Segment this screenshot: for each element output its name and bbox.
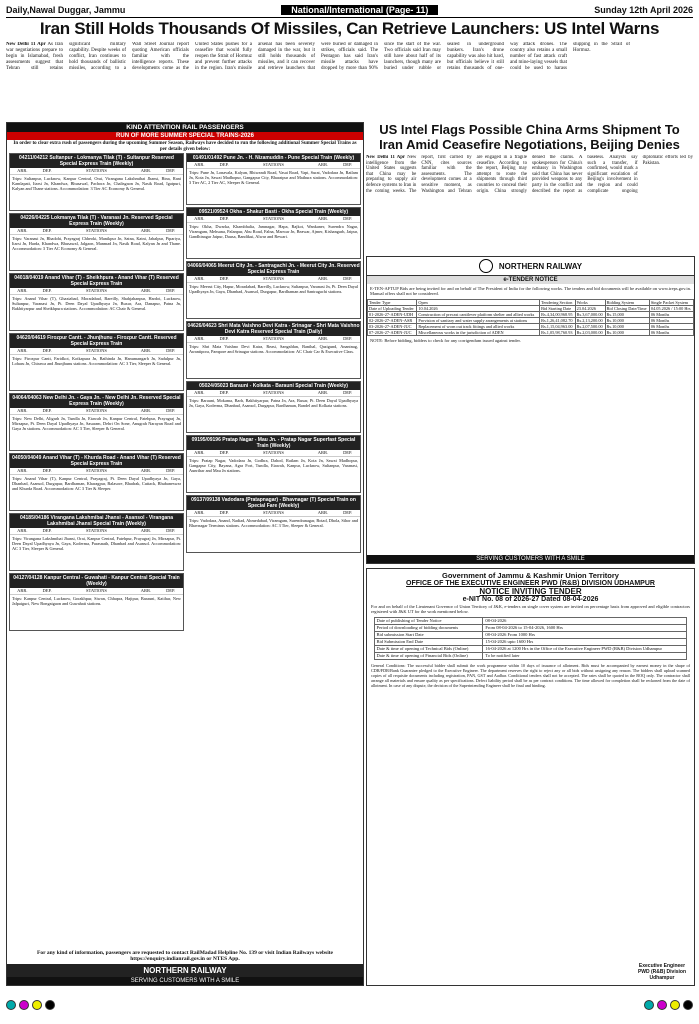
timing-col-header: STATIONS: [59, 408, 133, 415]
timing-col-header: ARR.: [10, 528, 35, 535]
tender-cell: Rs.2,03,000.00: [575, 329, 605, 335]
tender-cell: Rs.10,000: [605, 329, 649, 335]
rail-intro: In order to clear extra rush of passengers during the upcoming Summer Season, Railways have decided to run the following additional Summer Special Trains as per details given below:: [13, 141, 357, 152]
timing-col-header: ARR.: [187, 450, 212, 457]
timing-col-header: ARR.: [10, 168, 35, 175]
timing-col-header: DEP.: [335, 510, 360, 517]
tender-cell: Rs.1,05,98,760.93: [540, 329, 575, 335]
section-label: National/International (Page- 11): [281, 5, 438, 15]
issue-date: Sunday 12th April 2026: [594, 5, 693, 15]
tender-cell: 02-2026-27-ADEN-ASR: [368, 317, 417, 323]
jk-govt-title: Government of Jammu & Kashmir Union Territory: [442, 571, 619, 580]
schedule-row: [374, 639, 687, 646]
train-box: [9, 153, 184, 211]
jk-sign-name: Executive Engineer: [638, 963, 686, 969]
timing-col-header: ARR.: [134, 528, 159, 535]
train-title: 04064/04063 New Delhi Jn. - Gaya Jn. - New Delhi Jn. Reserved Special Express Train (Weekly): [10, 394, 183, 408]
jk-nit-title: NOTICE INVITING TENDER: [479, 587, 582, 596]
masthead: [6, 3, 693, 18]
jk-sign-office: PWD (R&B) Division: [637, 969, 686, 975]
timing-col-header: ARR.: [187, 276, 212, 283]
timing-col-header: DEP.: [158, 168, 183, 175]
nr-brand: [367, 257, 694, 276]
train-timing-header: [187, 216, 360, 223]
timing-col-header: ARR.: [187, 390, 212, 397]
train-stoppages: Trips: Okha, Dwarka, Khambhalia, Jamnagar, Hapa, Rajkot, Wankaner, Surendra Nagar, Viramgam, Mehsana, Palanpur, Abu Road, Falna, Marwar Jn, Beawar, Ajmer, Kishangarh, Jaipur, Gandhinagar Jaipur, Dausa, Bandikui, Alwar and Rewari.: [189, 224, 358, 239]
train-stoppages: Trips: Virangana Lakshmibai Jhansi, Orai, Kanpur Central, Fatehpur, Prayagraj Jn, Mirzapur, Pt. Deen Dayal Upadhyaya Jn, Gaya, Koderma, Parasnath, Dhanbad and Asansol. Accommodation: AC 3 Tier, Sleeper & General.: [12, 536, 181, 551]
lead-story: [6, 42, 693, 118]
tender-cell: Rs.4,34,00,968.95: [540, 311, 575, 317]
tender-cell: 01-2026-27-ADEN-UDH: [368, 311, 417, 317]
timing-col-header: STATIONS: [236, 336, 310, 343]
tender-cell: Tendering Section: [540, 299, 575, 305]
timing-col-header: STATIONS: [59, 228, 133, 235]
timing-col-header: STATIONS: [59, 588, 133, 595]
train-title: 04018/04019 Anand Vihar (T) - Sheikhpura - Anand Vihar (T) Reserved Special Express Train: [10, 274, 183, 288]
timing-col-header: STATIONS: [59, 288, 133, 295]
timing-col-header: ARR.: [10, 228, 35, 235]
timing-col-header: ARR.: [134, 408, 159, 415]
schedule-cell: Date of publishing of Tender Notice: [374, 618, 483, 625]
train-title: 04127/04128 Kanpur Central - Guwahati - Kanpur Central Special Train (Weekly): [10, 574, 183, 588]
tender-cell: Open: [417, 299, 540, 305]
train-stoppages: Trips: New Delhi, Aligarh Jn, Tundla Jn, Etawah Jn, Kanpur Central, Fatehpur, Prayagraj Jn, Mirzapur, Pt. Deen Dayal Upadhyaya Jn, Sasaram, Dehri On Sone, Anugrah Narayan Road and Gaya Jn stations. Accommodation: AC 3 Tier, Sleeper & General.: [12, 416, 181, 431]
magenta-mark-icon: [19, 1000, 29, 1010]
paper-name: Daily,Nawal Duggar, Jammu: [6, 5, 126, 15]
train-stoppages: Trips: Pratap Nagar, Vadodara Jn, Godhra, Dahod, Ratlam Jn, Kota Jn, Sawai Madhopur, Gangapur City, Bayana, Agra Fort, Tundla, Etawah, Kanpur, Lucknow, Sultanpur, Varanasi, Aunrihar and Mau Jn stations.: [189, 458, 358, 473]
timing-col-header: DEP.: [212, 450, 237, 457]
timing-col-header: DEP.: [212, 162, 237, 169]
nr-intro: E-TEN-AFTUP Bids are being invited for and on behalf of The President of India for the following works. The tenders and bid documents will be available on www.ireps.gov.in. Manual offers shall not be considered.: [370, 286, 691, 297]
train-stoppages: Trips: Anand Vihar (T), Ghaziabad, Moradabad, Bareilly, Shahjahanpur, Hardoi, Lucknow, Sultanpur, Varanasi Jn, Pt. Deen Dayal Upadhyaya Jn, Buxar, Ara, Danapur, Patna Jn, Bakhtiyarpur and Sheikhpura stations. Accommodation: AC Chair & General.: [12, 296, 181, 311]
schedule-cell: 16-04-2026 at 1200 Hrs in the Office of the Executive Engineer PWD (R&B) Division Udhampur: [483, 646, 687, 653]
timing-col-header: STATIONS: [59, 168, 133, 175]
timing-col-header: DEP.: [212, 390, 237, 397]
train-timing-header: [10, 408, 183, 415]
timing-col-header: ARR.: [311, 216, 336, 223]
tender-cell: Construction of precast cantilever platform shelter and allied works: [417, 311, 540, 317]
rail-footer-brand: NORTHERN RAILWAY: [7, 964, 363, 977]
timing-col-header: STATIONS: [236, 450, 310, 457]
main-headline: Iran Still Holds Thousands Of Missiles, Can Retrieve Launchers: US Intel Warns: [39, 19, 660, 38]
train-title: 09137/09138 Vadodara (Pratapnagar) - Bhavnagar (T) Special Train on Special Fare (Weekly): [187, 496, 360, 510]
train-box: [9, 393, 184, 451]
train-title: 04626/04623 Shri Mata Vaishno Devi Katra - Srinagar - Shri Mata Vaishno Devi Katra Reserved Special Train (Daily): [187, 323, 360, 335]
nr-subtitle: e-TENDER NOTICE: [367, 276, 694, 284]
timing-col-header: DEP.: [335, 216, 360, 223]
timing-col-header: ARR.: [10, 408, 35, 415]
train-timing-header: [10, 468, 183, 475]
timing-col-header: ARR.: [187, 510, 212, 517]
timing-col-header: ARR.: [187, 216, 212, 223]
schedule-cell: To be notified later: [483, 653, 687, 660]
train-title: 04211/04212 Sultanpur - Lokmanya Tilak (T) - Sultanpur Reserved Special Express Train (Weekly): [10, 154, 183, 168]
tender-cell: Date of Uploading Tender: [368, 305, 417, 311]
train-stoppages: Trips: Meerut City, Hapur, Moradabad, Bareilly, Lucknow, Sultanpur, Varanasi Jn, Pt. Deen Dayal Upadhyaya Jn, Gaya, Dhanbad, Asansol, Durgapur, Bardhaman and Santragachi stations.: [189, 284, 358, 294]
timing-col-header: STATIONS: [59, 348, 133, 355]
train-stoppages: Trips: Sultanpur, Lucknow, Kanpur Central, Orai, Virangana Lakshmibai Jhansi, Bina, Rani Kamlapati, Itarsi Jn, Khandwa, Bhusawal, Pachora Jn, Chalisgaon Jn, Nasik Road, Igatpuri, Kalyan and Thane stations. Accommodation: 3 Tier AC Economy & General.: [12, 176, 181, 191]
train-box: [186, 207, 361, 259]
timing-col-header: ARR.: [187, 162, 212, 169]
timing-col-header: STATIONS: [59, 468, 133, 475]
train-title: 04226/04225 Lokmanya Tilak (T) - Varanasi Jn. Reserved Special Express Train (Weekly): [10, 214, 183, 228]
tender-cell: Miscellaneous works in the jurisdiction of ADEN: [417, 329, 540, 335]
timing-col-header: STATIONS: [236, 276, 310, 283]
tender-cell: Bid Closing Date/Time: [605, 305, 649, 311]
tender-cell: Bid Starting Date: [540, 305, 575, 311]
tender-cell: Rs.1,26,41,082.70: [540, 317, 575, 323]
jk-nit-number: e-NIT No. 08 of 2026-27 Dated 08-04-2026: [462, 596, 599, 603]
train-timing-header: [10, 288, 183, 295]
train-box: [9, 273, 184, 331]
timing-col-header: DEP.: [212, 276, 237, 283]
schedule-cell: Date & time of opening of Financial Bids (Online): [374, 653, 483, 660]
magenta-mark-icon: [657, 1000, 667, 1010]
train-stoppages: Trips: Shri Mata Vaishno Devi Katra, Reasi, Sangaldan, Banihal, Qazigund, Anantnag, Awantipora, Pampore and Srinagar stations. Accommodation: AC Chair Car & Executive Class.: [189, 344, 358, 354]
nr-brand-name: NORTHERN RAILWAY: [498, 261, 583, 271]
registration-marks-left: [6, 1000, 55, 1010]
timing-col-header: STATIONS: [59, 528, 133, 535]
registration-marks-right: [644, 1000, 693, 1010]
timing-col-header: DEP.: [158, 588, 183, 595]
train-box: [9, 213, 184, 271]
train-box: [186, 261, 361, 319]
lead-byline: New Delhi 11 Apr: [6, 42, 46, 47]
train-title: 05024/05023 Barauni - Kolkata - Barauni Special Train (Weekly): [187, 382, 360, 390]
tender-cell: 10.04.2026: [417, 305, 540, 311]
yellow-mark-icon: [32, 1000, 42, 1010]
train-timing-header: [187, 162, 360, 169]
train-stoppages: Trips: Firozpur Cantt, Faridkot, Kotkapura Jn, Bathinda Jn, Hanumangarh Jn, Sadulpur Jn, Loharu Jn, Chirawa and Jhunjhunu stations. Accommodation: AC 3 Tier, Sleeper & General.: [12, 356, 181, 366]
tender-cell: Tender Type: [368, 299, 417, 305]
timing-col-header: DEP.: [158, 528, 183, 535]
tender-cell: Provision of sanitary and water supply arrangements at stations: [417, 317, 540, 323]
train-box: [186, 495, 361, 553]
tender-cell: 06 Months: [649, 329, 693, 335]
cyan-mark-icon: [644, 1000, 654, 1010]
story2-body: [366, 155, 693, 247]
timing-col-header: ARR.: [311, 450, 336, 457]
timing-col-header: ARR.: [187, 336, 212, 343]
timing-col-header: DEP.: [158, 408, 183, 415]
train-stoppages: Trips: Kanpur Central, Lucknow, Gorakhpur, Siwan, Chhapra, Hajipur, Barauni, Katihar, New Jalpaiguri, New Bongaigaon and Guwahati stations.: [12, 596, 181, 606]
timing-col-header: ARR.: [134, 168, 159, 175]
black-mark-icon: [683, 1000, 693, 1010]
schedule-cell: 15-04-2026 upto 1600 Hrs: [483, 639, 687, 646]
train-timing-header: [10, 168, 183, 175]
train-box: [186, 153, 361, 205]
train-title: 04050/04049 Anand Vihar (T) - Khurda Road - Anand Vihar (T) Reserved Special Express Train: [10, 454, 183, 468]
train-box: [186, 381, 361, 433]
tender-cell: Rs.10,000: [605, 323, 649, 329]
train-box: [186, 435, 361, 493]
tender-cell: 07-2026-27-ADEN-JUC: [368, 329, 417, 335]
tender-cell: Rs.2,13,200.00: [575, 317, 605, 323]
train-title: 04620/04619 Firozpur Cantt. - Jhunjhunu - Firozpur Cantt. Reserved Special Express Train: [10, 334, 183, 348]
cyan-mark-icon: [6, 1000, 16, 1010]
timing-col-header: DEP.: [335, 390, 360, 397]
tender-cell: 06 Months: [649, 323, 693, 329]
timing-col-header: ARR.: [10, 468, 35, 475]
tender-cell: Rs.15,000: [605, 311, 649, 317]
jk-office-title: OFFICE OF THE EXECUTIVE ENGINEER PWD (R&B) DIVISION UDHAMPUR: [406, 580, 655, 587]
timing-col-header: DEP.: [212, 216, 237, 223]
timing-col-header: ARR.: [10, 588, 35, 595]
yellow-mark-icon: [670, 1000, 680, 1010]
second-story: [366, 122, 693, 247]
rail-footer: [7, 948, 363, 985]
schedule-cell: Date & time of opening of Technical Bids (Online): [374, 646, 483, 653]
train-timing-header: [187, 276, 360, 283]
timing-col-header: DEP.: [35, 528, 60, 535]
timing-col-header: DEP.: [35, 468, 60, 475]
timing-col-header: DEP.: [335, 276, 360, 283]
jk-signature-block: [638, 963, 686, 981]
timing-col-header: STATIONS: [236, 162, 310, 169]
schedule-row: [374, 632, 687, 639]
timing-col-header: DEP.: [35, 408, 60, 415]
schedule-row: [374, 646, 687, 653]
timing-col-header: STATIONS: [236, 390, 310, 397]
tender-cell: Rs.3,67,000.00: [575, 311, 605, 317]
train-timing-header: [187, 510, 360, 517]
schedule-cell: Bid submission Start Date: [374, 632, 483, 639]
train-timing-header: [187, 336, 360, 343]
train-title: 09521/09524 Okha - Shakur Basti - Okha Special Train (Weekly): [187, 208, 360, 216]
timing-col-header: DEP.: [335, 336, 360, 343]
train-box: [9, 333, 184, 391]
black-mark-icon: [45, 1000, 55, 1010]
train-timing-header: [10, 348, 183, 355]
timing-col-header: ARR.: [10, 348, 35, 355]
rail-columns: [7, 153, 363, 633]
tender-cell: Rs.1,15,04,963.00: [540, 323, 575, 329]
schedule-cell: Period of downloading of bidding documents: [374, 625, 483, 632]
timing-col-header: DEP.: [35, 228, 60, 235]
nr-tender-table: [367, 299, 694, 336]
train-timing-header: [187, 450, 360, 457]
rail-footer-info: For any kind of information, passengers are requested to contact RailMadad Helpline No. 139 or visit Indian Railways website https://enquiry.indianrail.gov.in or NTES App.: [37, 950, 333, 962]
timing-col-header: ARR.: [134, 468, 159, 475]
railway-advertisement: [6, 122, 364, 986]
schedule-cell: Bid Submission End Date: [374, 639, 483, 646]
nr-note: NOTE: Before bidding, bidders to check for any corrigendum issued against tender.: [370, 337, 521, 343]
schedule-row: [374, 625, 687, 632]
print-registration-strip: [6, 992, 693, 1018]
tender-cell: Rs.10,000: [605, 317, 649, 323]
rail-footer-slogan: SERVING CUSTOMERS WITH A SMILE: [7, 977, 363, 985]
timing-col-header: DEP.: [335, 162, 360, 169]
train-title: 04185/04186 Virangana Lakshmibai Jhansi - Asansol - Virangana Lakshmibai Jhansi Special Train (Weekly): [10, 514, 183, 528]
train-stoppages: Trips: Pune Jn, Lonavala, Kalyan, Bhiwandi Road, Vasai Road, Vapi, Surat, Vadodara Jn, Ratlam Jn, Kota Jn, Sawai Madhopur, Gangapur City, Bharatpur and Mathura stations. Accommodation: 3 Tier AC, 2 Tier AC, Sleeper & General.: [189, 170, 358, 185]
jk-intro: For and on behalf of the Lieutenant Governor of Union Territory of J&K, e-tenders on single cover system are invited on percentage basis from approved and eligible contractors registered with J&K UT for the work mentioned below.: [371, 604, 690, 615]
train-timing-header: [187, 390, 360, 397]
timing-col-header: ARR.: [134, 288, 159, 295]
timing-col-header: DEP.: [158, 468, 183, 475]
rail-column-right: [186, 153, 361, 633]
story2-headline: US Intel Flags Possible China Arms Shipment To Iran Amid Ceasefire Negotiations, Beijing Denies: [379, 122, 680, 152]
timing-col-header: ARR.: [10, 288, 35, 295]
tender-cell: 06 Months: [649, 317, 693, 323]
jk-terms: General Conditions: The successful bidder shall submit the work programme within 10 days of issuance of allotment. Bids must be accompanied by earnest money in the shape of CDR/FDR/Bank Guarantee pledged to the Executive Engineer. The department reserves the right to reject any or all bids without assigning any reason. The bidders shall upload scanned copies of all requisite documents including registration, PAN, GST and Aadhar. Conditional tenders shall not be accepted. The rates shall be quoted in the BOQ only. The contractor shall arrange all materials and ensure quality as per specifications. Defect liability period shall be as per contract conditions. The time allowed for completion shall be reckoned from the date of allotment. In case of any dispute, the decision of the Superintending Engineer shall be final and binding.: [371, 663, 690, 689]
jk-pwd-tender: [366, 568, 695, 986]
timing-col-header: DEP.: [212, 336, 237, 343]
train-box: [9, 573, 184, 631]
timing-col-header: DEP.: [212, 510, 237, 517]
train-box: [186, 321, 361, 379]
schedule-row: [374, 618, 687, 625]
jk-schedule-table: [374, 617, 688, 660]
train-title: 01491/01492 Pune Jn. - H. Nizamuddin - Pune Special Train (Weekly): [187, 154, 360, 162]
story2-byline: New Delhi 11 Apr: [366, 155, 406, 160]
timing-col-header: ARR.: [134, 348, 159, 355]
tender-cell: 06 Months: [649, 311, 693, 317]
timing-col-header: ARR.: [311, 276, 336, 283]
timing-col-header: ARR.: [134, 588, 159, 595]
rail-column-left: [9, 153, 184, 633]
tender-cell: 23.04.2026: [575, 305, 605, 311]
railway-logo-icon: [479, 259, 493, 273]
tender-cell: 04.05.2026 / 15:00 Hrs: [649, 305, 693, 311]
timing-col-header: ARR.: [311, 336, 336, 343]
train-stoppages: Trips: Varanasi Jn, Bhadohi, Prayagraj Chheoki, Manikpur Jn, Satna, Katni, Jabalpur, Pipariya, Itarsi Jn, Harda, Khandwa, Bhusawal, Jalgaon, Manmad Jn, Nasik Road, Kalyan Jn and Thane. Accommodation: 3 Tier AC Economy & General.: [12, 236, 181, 251]
schedule-cell: 08-04-2026: [483, 618, 687, 625]
train-stoppages: Trips: Anand Vihar (T), Kanpur Central, Prayagraj, Pt. Deen Dayal Upadhyaya Jn, Gaya, Dhanbad, Asansol, Durgapur, Bardhaman, Kharagpur, Balasore, Bhadrak, Cuttack, Bhubaneswar and Khurda Road. Accommodation: AC 3 Tier & Sleeper.: [12, 476, 181, 491]
train-timing-header: [10, 528, 183, 535]
tender-cell: Single Packet System: [649, 299, 693, 305]
tender-cell: Bidding System: [605, 299, 649, 305]
timing-col-header: DEP.: [158, 288, 183, 295]
schedule-cell: 08-04-2026 From 1000 Hrs: [483, 632, 687, 639]
train-box: [9, 453, 184, 511]
timing-col-header: DEP.: [158, 348, 183, 355]
train-stoppages: Trips: Barauni, Mokama, Barh, Bakhtiyarpur, Patna Jn, Ara, Buxar, Pt. Deen Dayal Upadhyaya Jn, Gaya, Koderma, Dhanbad, Asansol, Durgapur, Bardhaman, Bandel and Kolkata stations.: [189, 398, 358, 408]
tender-cell: Works: [575, 299, 605, 305]
timing-col-header: STATIONS: [236, 216, 310, 223]
timing-col-header: DEP.: [35, 288, 60, 295]
story2-text: New intelligence from the United States suggests that China may be preparing to supply air defence systems to Iran in the coming weeks. The report, first carried by CNN, cites sources familiar with the assessments. The development comes at a sensitive moment, as Washington and Tehran are engaged in a fragile ceasefire. According to the report, Beijing may attempt to route the shipments through third countries to conceal their origin. China strongly denied the claims. A spokesperson for China's embassy in Washington said that China has never provided weapons to any party in the conflict and described the report as baseless. Analysts say such a transfer, if confirmed, would mark a significant escalation of Beijing's involvement in the region and could complicate ongoing diplomatic efforts led by Pakistan.: [366, 155, 693, 194]
nr-footer: SERVING CUSTOMERS WITH A SMILE: [367, 555, 694, 563]
train-title: 04066/04065 Meerut City Jn. - Santragachi Jn. - Meerut City Jn. Reserved Special Express Train: [187, 263, 360, 275]
train-timing-header: [10, 228, 183, 235]
timing-col-header: ARR.: [311, 162, 336, 169]
timing-col-header: ARR.: [311, 510, 336, 517]
timing-col-header: STATIONS: [236, 510, 310, 517]
timing-col-header: DEP.: [158, 228, 183, 235]
train-box: [9, 513, 184, 571]
tender-cell: 03-2026-27-ADEN-JUC: [368, 323, 417, 329]
tender-cell: Rs.2,07,500.00: [575, 323, 605, 329]
train-title: 09195/09196 Pratap Nagar - Mau Jn. - Pratap Nagar Superfast Special Train (Weekly): [187, 436, 360, 450]
tender-row: [368, 329, 694, 335]
rail-subheading: RUN OF MORE SUMMER SPECIAL TRAINS-2026: [7, 132, 363, 140]
lead-text: As Iran war negotiations prepare to begin in Islamabad, fresh assessments suggest that Tehran still retains significant military capability. Despite weeks of conflict, Iran continues to hold thousands of ballistic missiles, according to a Wall Street Journal report quoting American officials familiar with the intelligence reports. These developments come as the United States pushes for a ceasefire that would fully reopen the Strait of Hormuz and prevent further attacks in the region. Iran's missile arsenal has been severely damaged in the war, but it still holds thousands of missiles, and it can recover and retrieve launchers that were buried or damaged in strikes, officials said. The Pentagon has said Iran's missile attacks have dropped by more than 90% since the start of the war. Two officials said Iran may still have about half of its launchers, though many are buried under rubble or sealed in underground bunkers. Iran's drone capability was also hit hard, but officials believe it still retains thousands of one-way attack drones. The country also retains a small number of fast attack craft and mine-laying vessels that could be used to harass shipping in the Strait of Hormuz.: [6, 42, 630, 71]
northern-railway-tender: [366, 256, 695, 564]
timing-col-header: DEP.: [335, 450, 360, 457]
schedule-row: [374, 653, 687, 660]
rail-heading: KIND ATTENTION RAIL PASSENGERS: [7, 123, 363, 132]
train-timing-header: [10, 588, 183, 595]
train-stoppages: Trips: Vadodara, Anand, Nadiad, Ahmedabad, Viramgam, Surendranagar, Botad, Dhola, Sihor and Bhavnagar Terminus stations. Accommodation: AC 3 Tier, Sleeper & General.: [189, 518, 358, 528]
tender-cell: Replacement of worn out track fittings and allied works: [417, 323, 540, 329]
jk-sign-place: Udhampur: [649, 975, 675, 981]
timing-col-header: DEP.: [35, 348, 60, 355]
timing-col-header: DEP.: [35, 588, 60, 595]
timing-col-header: ARR.: [134, 228, 159, 235]
timing-col-header: DEP.: [35, 168, 60, 175]
timing-col-header: ARR.: [311, 390, 336, 397]
schedule-cell: From 08-04-2026 to 15-04-2026, 1600 Hrs: [483, 625, 687, 632]
